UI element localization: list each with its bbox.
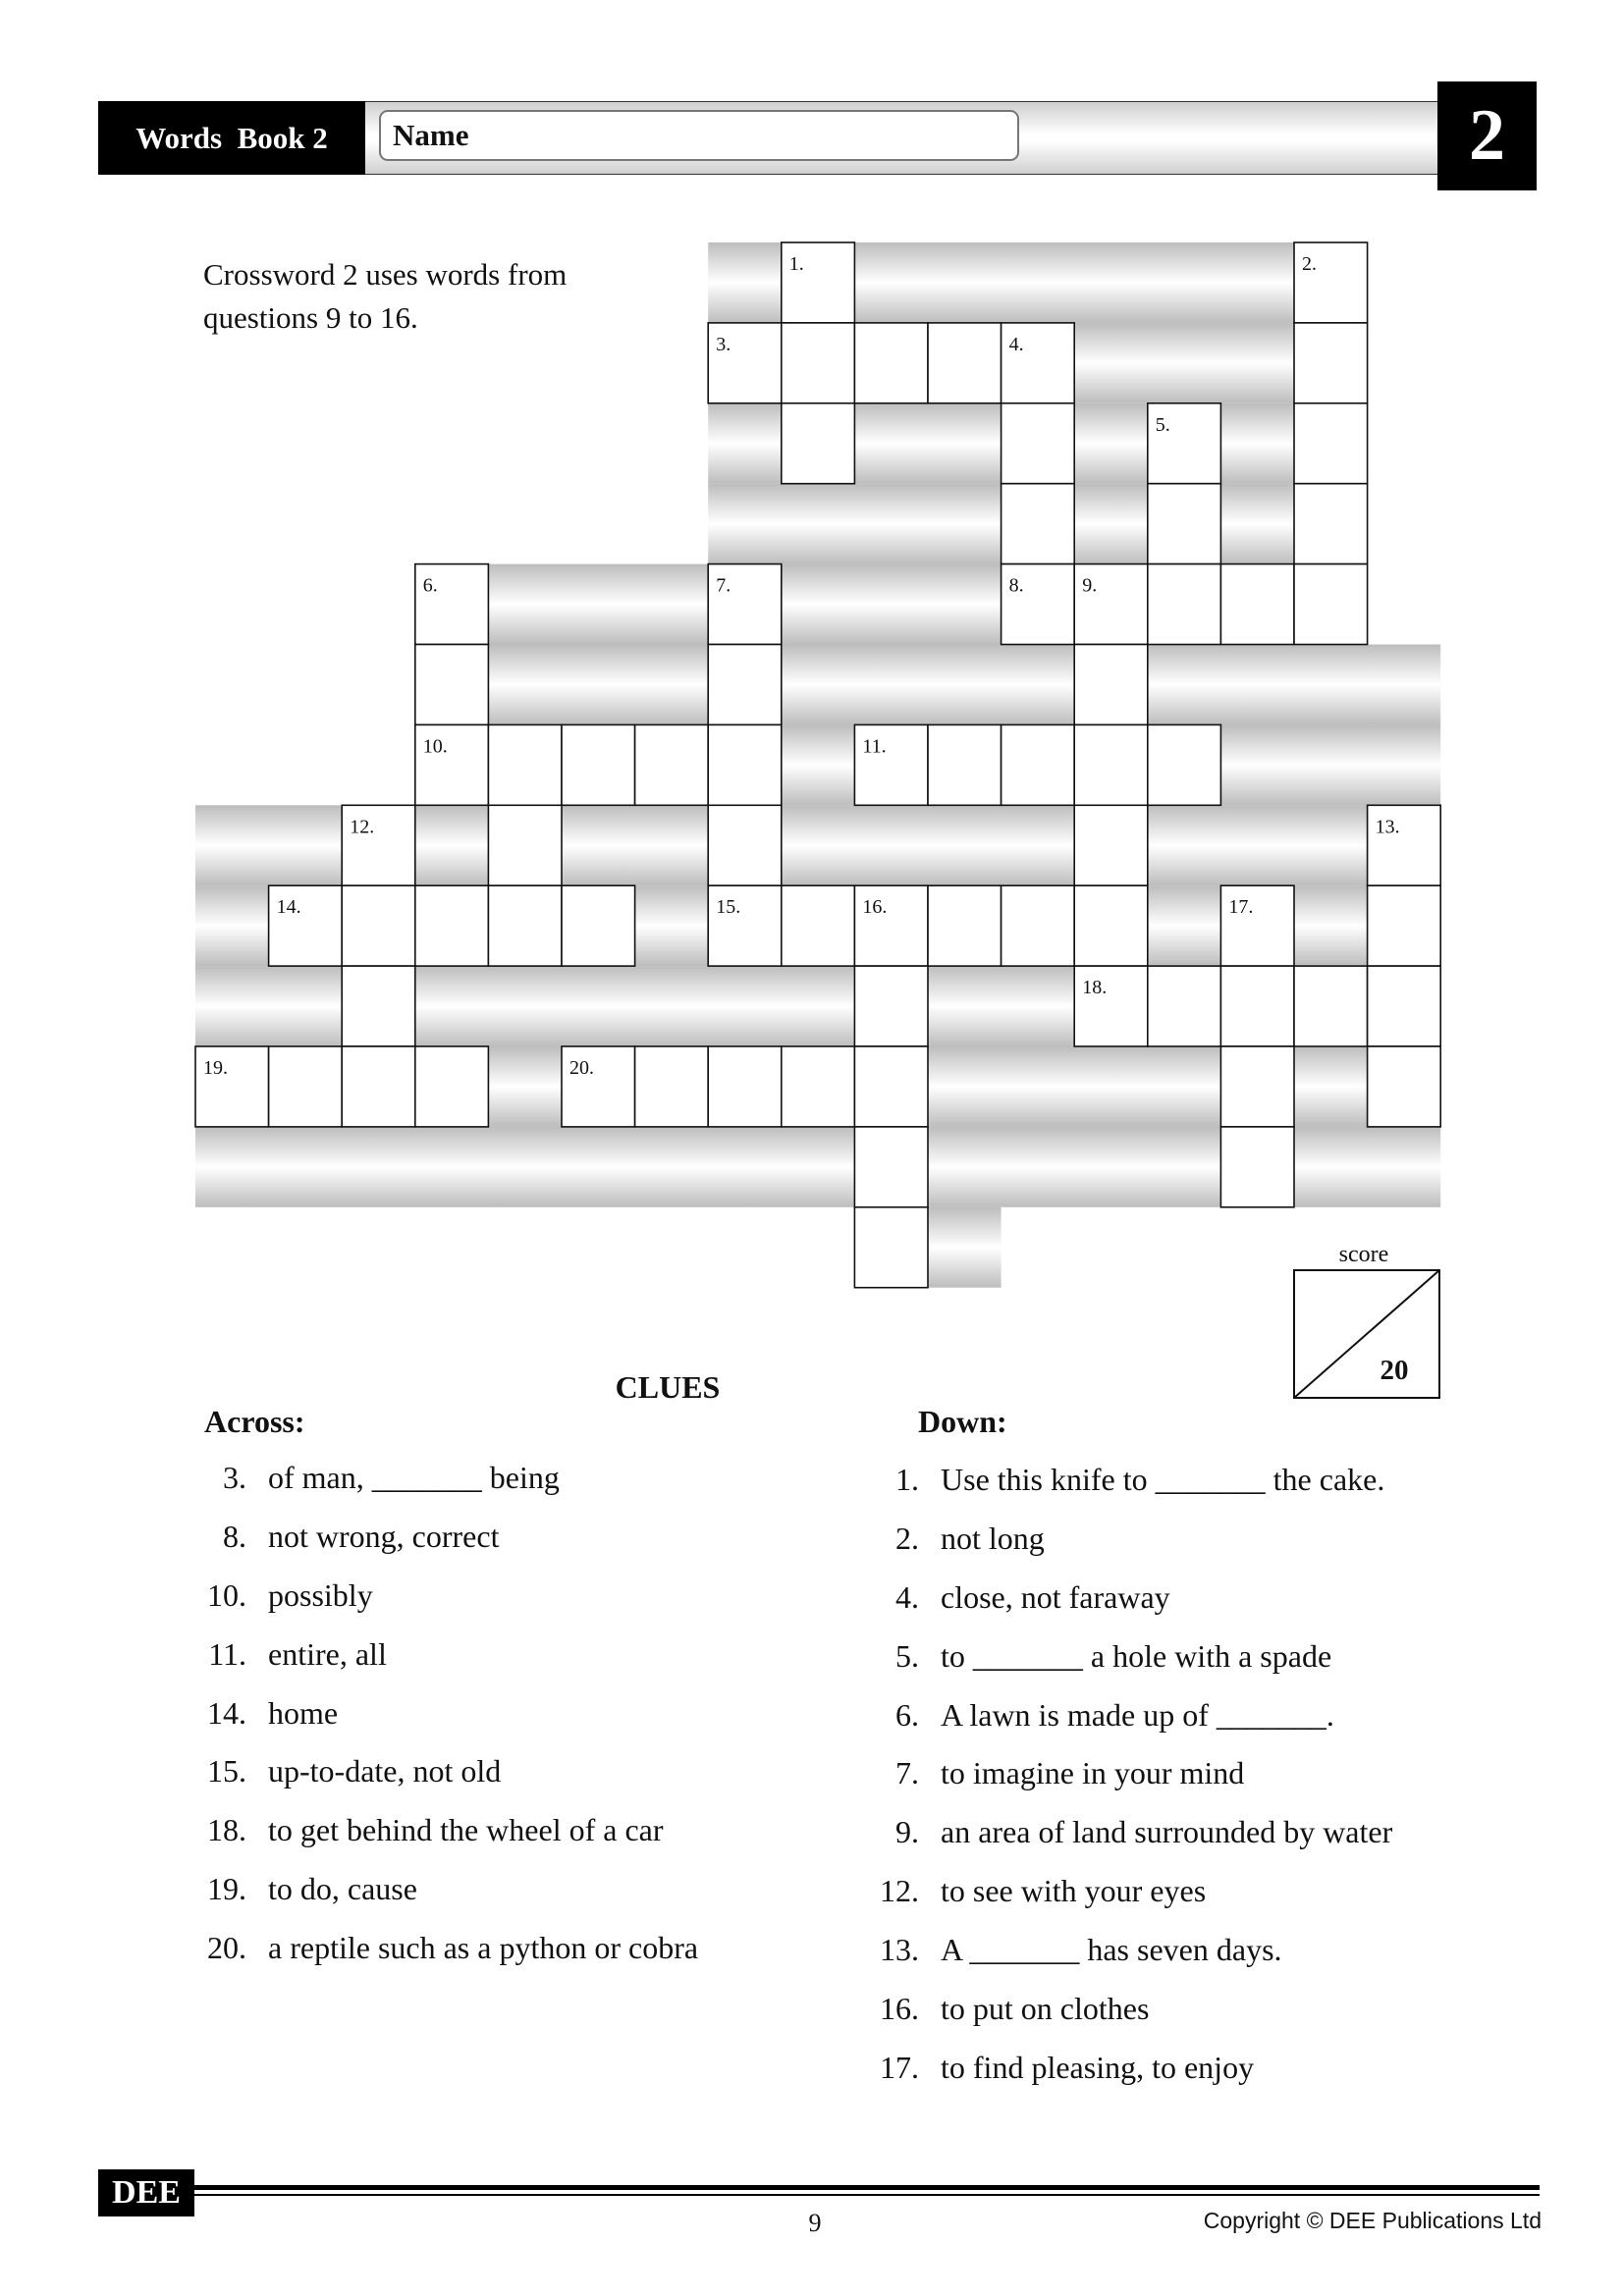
cell-box[interactable] [782,885,855,966]
crossword-cell[interactable] [488,805,562,885]
crossword-cell[interactable] [1148,724,1221,805]
clue-number: 8. [223,1518,246,1554]
book-label: Words Book 2 [98,101,365,175]
cell-box[interactable] [1294,564,1368,645]
crossword-cell[interactable] [1220,1046,1294,1127]
down-clue [864,1862,1392,1921]
crossword-cell[interactable] [635,724,709,805]
clue-text: A lawn is made up of _______. [941,1696,1334,1733]
crossword-cell-numbered[interactable] [1368,805,1441,885]
crossword-cell[interactable] [854,1046,928,1127]
crossword-cell[interactable] [1001,403,1075,484]
crossword-cell[interactable] [342,1046,415,1127]
cell-clue-number: 10. [422,735,448,758]
crossword-cell[interactable] [1294,564,1368,645]
cell-box[interactable] [1074,724,1148,805]
name-field[interactable]: Name [379,110,1019,161]
crossword-cell[interactable] [1368,1046,1441,1127]
crossword-cell[interactable] [1001,724,1075,805]
cell-box[interactable] [488,885,562,966]
crossword-cell[interactable] [1220,1127,1294,1207]
clue-text: possibly [268,1576,373,1613]
down-clue [864,1510,1392,1569]
cell-box[interactable] [415,885,489,966]
down-clue [864,1686,1392,1745]
footer-rule-thin [191,2194,1540,2196]
crossword-cell[interactable] [782,1046,855,1127]
crossword-cell-numbered[interactable] [1001,564,1075,645]
crossword-cell-numbered[interactable] [1294,242,1368,323]
clue-number: 2. [895,1520,919,1556]
across-heading: Across: [204,1404,305,1439]
crossword-cell-numbered[interactable] [854,724,928,805]
clue-number: 7. [895,1755,919,1791]
crossword-cell[interactable] [782,403,855,484]
cell-box[interactable] [1001,484,1075,564]
crossword-cell[interactable] [488,724,562,805]
crossword-cell[interactable] [1001,885,1075,966]
clue-text: to _______ a hole with a spade [941,1637,1332,1674]
cell-clue-number: 7. [716,574,731,597]
crossword-cell[interactable] [1294,403,1368,484]
down-clue [864,1803,1392,1862]
clue-text: to see with your eyes [941,1873,1207,1909]
crossword-cell-numbered[interactable] [1220,885,1294,966]
cell-box[interactable] [1294,484,1368,564]
crossword-cell-numbered[interactable] [195,1046,269,1127]
clues-title: CLUES [615,1369,721,1405]
down-clue [864,1569,1392,1628]
score-max: 20 [1380,1355,1409,1386]
down-clue [864,1628,1392,1686]
cell-box[interactable] [708,805,782,885]
crossword-cell[interactable] [1294,323,1368,403]
across-clue [191,1567,698,1626]
cell-box[interactable] [1001,403,1075,484]
crossword-cell[interactable] [1148,966,1221,1046]
cell-box[interactable] [854,1207,928,1288]
cell-clue-number: 19. [203,1057,228,1079]
crossword-cell[interactable] [1294,966,1368,1046]
across-clue [191,1801,698,1860]
crossword-cell[interactable] [1148,564,1221,645]
across-clue [191,1684,698,1743]
cell-box[interactable] [1074,805,1148,885]
crossword-cell-numbered[interactable] [415,724,489,805]
cell-clue-number: 17. [1228,896,1254,919]
crossword-cell[interactable] [1220,966,1294,1046]
cell-box[interactable] [1220,1046,1294,1127]
cell-clue-number: 5. [1155,413,1170,436]
cell-clue-number: 20. [569,1057,594,1079]
clue-number: 3. [223,1460,246,1495]
cell-box[interactable] [488,805,562,885]
cell-box[interactable] [708,645,782,725]
cell-clue-number: 4. [1008,333,1024,355]
cell-box[interactable] [488,724,562,805]
cell-box[interactable] [1368,1046,1441,1127]
across-clue [191,1919,698,1978]
cell-box[interactable] [342,966,415,1046]
clue-text: not long [941,1520,1045,1556]
down-clue [864,1451,1392,1510]
clue-number: 4. [895,1578,919,1615]
crossword-cell-numbered[interactable] [708,564,782,645]
cell-box[interactable] [635,1046,709,1127]
cell-box[interactable] [562,885,635,966]
crossword-cell[interactable] [928,323,1001,403]
crossword-cell[interactable] [415,1046,489,1127]
crossword-cell[interactable] [708,1046,782,1127]
cell-clue-number: 15. [716,896,741,919]
score-label: score [1338,1242,1389,1267]
crossword-cell[interactable] [708,805,782,885]
crossword-cell[interactable] [342,885,415,966]
across-clue [191,1626,698,1684]
cell-box[interactable] [1294,403,1368,484]
crossword-cell[interactable] [635,1046,709,1127]
crossword-cell-numbered[interactable] [1074,564,1148,645]
clue-text: an area of land surrounded by water [941,1814,1393,1850]
clue-text: home [268,1694,339,1731]
cell-box[interactable] [342,1046,415,1127]
cell-box[interactable] [1001,885,1075,966]
clue-number: 16. [880,1991,919,2027]
clue-text: Use this knife to _______ the cake. [941,1462,1385,1497]
cell-box[interactable] [1368,966,1441,1046]
clue-text: to put on clothes [941,1991,1150,2027]
cell-box[interactable] [854,1127,928,1207]
cell-box[interactable] [1148,484,1221,564]
footer-rule [191,2185,1540,2190]
page-number: 9 [808,2209,822,2237]
crossword-cell[interactable] [342,966,415,1046]
clue-number: 11. [208,1635,246,1672]
across-clue-list [191,1449,698,1978]
clue-number: 17. [880,2049,919,2085]
crossword-cell-numbered[interactable] [269,885,343,966]
cell-box[interactable] [928,323,1001,403]
down-clue [864,1744,1392,1803]
clue-text: of man, _______ being [268,1460,560,1495]
cell-clue-number: 3. [716,333,731,355]
cell-clue-number: 9. [1082,574,1098,597]
copyright-notice: Copyright © DEE Publications Ltd [1203,2208,1542,2233]
crossword-cell-numbered[interactable] [1148,403,1221,484]
crossword-cell[interactable] [1074,645,1148,725]
cell-box[interactable] [1220,1127,1294,1207]
clue-text: not wrong, correct [268,1518,500,1554]
down-clue [864,2039,1392,2098]
clue-text: close, not faraway [941,1578,1170,1615]
crossword-cell[interactable] [708,724,782,805]
cell-box[interactable] [342,885,415,966]
cell-box[interactable] [562,724,635,805]
clue-text: to get behind the wheel of a car [268,1812,664,1848]
cell-clue-number: 2. [1302,253,1317,275]
across-clue [191,1508,698,1567]
cell-box[interactable] [782,323,855,403]
grid-shade-band [415,645,1440,725]
crossword-cell[interactable] [1220,564,1294,645]
down-clue [864,1921,1392,1980]
cell-clue-number: 16. [862,896,888,919]
crossword-cell[interactable] [782,323,855,403]
cell-box[interactable] [1294,323,1368,403]
crossword-cell[interactable] [854,966,928,1046]
cell-box[interactable] [854,323,928,403]
crossword-cell-numbered[interactable] [562,1046,635,1127]
clue-text: A _______ has seven days. [941,1932,1282,1968]
cell-box[interactable] [1148,564,1221,645]
clue-text: to find pleasing, to enjoy [941,2049,1255,2085]
crossword-cell[interactable] [854,323,928,403]
cell-clue-number: 12. [350,816,375,838]
crossword-cell[interactable] [854,1127,928,1207]
crossword-cell[interactable] [1074,724,1148,805]
cell-box[interactable] [1294,966,1368,1046]
crossword-cell[interactable] [782,885,855,966]
clue-number: 12. [880,1873,919,1909]
cell-box[interactable] [635,724,709,805]
crossword-cell[interactable] [562,885,635,966]
crossword-cell[interactable] [1074,805,1148,885]
cell-clue-number: 14. [276,896,301,919]
crossword-cell[interactable] [1368,966,1441,1046]
crossword-cell[interactable] [269,1046,343,1127]
cell-box[interactable] [1220,966,1294,1046]
crossword-cell-numbered[interactable] [708,323,782,403]
cell-box[interactable] [1074,645,1148,725]
crossword-cell[interactable] [1074,885,1148,966]
down-clue [864,1980,1392,2039]
clue-text: entire, all [268,1635,387,1672]
clue-text: up-to-date, not old [268,1753,502,1789]
crossword-cell-numbered[interactable] [1001,323,1075,403]
puzzle-number-badge: 2 [1437,81,1537,190]
down-clue-list [864,1451,1392,2098]
cell-box[interactable] [708,1046,782,1127]
cell-clue-number: 1. [788,253,804,275]
cell-box[interactable] [415,645,489,725]
crossword-cell[interactable] [1001,484,1075,564]
cell-box[interactable] [928,724,1001,805]
crossword-cell-numbered[interactable] [854,885,928,966]
down-heading: Down: [918,1404,1007,1439]
cell-box[interactable] [854,1046,928,1127]
clue-text: to imagine in your mind [941,1755,1245,1791]
clue-number: 9. [895,1814,919,1850]
clue-text: to do, cause [268,1871,417,1907]
cell-box[interactable] [269,1046,343,1127]
clue-number: 6. [895,1696,919,1733]
crossword-cell[interactable] [1294,484,1368,564]
cell-box[interactable] [1074,885,1148,966]
clue-number: 5. [895,1637,919,1674]
crossword-cell[interactable] [562,724,635,805]
crossword-cell[interactable] [1148,484,1221,564]
cell-clue-number: 6. [422,574,438,597]
crossword-cell[interactable] [415,645,489,725]
crossword-cell[interactable] [928,885,1001,966]
clue-number: 19. [207,1871,246,1907]
clue-number: 20. [207,1930,246,1966]
intro-line-2: questions 9 to 16. [203,300,418,335]
cell-box[interactable] [782,403,855,484]
cell-box[interactable] [1148,724,1221,805]
clue-number: 10. [207,1576,246,1613]
cell-clue-number: 18. [1082,977,1108,999]
publisher-logo: DEE [98,2169,194,2216]
crossword-cell[interactable] [708,645,782,725]
cell-box[interactable] [708,724,782,805]
crossword-cell[interactable] [1368,885,1441,966]
cell-box[interactable] [782,1046,855,1127]
crossword-cell[interactable] [488,885,562,966]
across-clue [191,1742,698,1801]
cell-box[interactable] [415,1046,489,1127]
clue-number: 15. [207,1753,246,1789]
crossword-cell-numbered[interactable] [708,885,782,966]
crossword-cell-numbered[interactable] [342,805,415,885]
cell-box[interactable] [928,885,1001,966]
crossword-cell-numbered[interactable] [782,242,855,323]
across-clue [191,1449,698,1508]
cell-box[interactable] [854,966,928,1046]
crossword-cell-numbered[interactable] [415,564,489,645]
clue-number: 1. [895,1462,919,1497]
cell-clue-number: 13. [1375,816,1400,838]
crossword-cell[interactable] [854,1207,928,1288]
crossword-cell[interactable] [928,724,1001,805]
cell-clue-number: 8. [1008,574,1024,597]
clue-text: a reptile such as a python or cobra [268,1930,699,1966]
across-clue [191,1860,698,1919]
cell-box[interactable] [1001,724,1075,805]
clue-number: 18. [207,1812,246,1848]
clue-number: 13. [880,1932,919,1968]
crossword-cell[interactable] [415,885,489,966]
clue-number: 14. [207,1694,246,1731]
intro-line-1: Crossword 2 uses words from [203,257,568,292]
cell-box[interactable] [1220,564,1294,645]
cell-box[interactable] [1368,885,1441,966]
crossword-cell-numbered[interactable] [1074,966,1148,1046]
cell-clue-number: 11. [862,735,887,758]
cell-box[interactable] [1148,966,1221,1046]
